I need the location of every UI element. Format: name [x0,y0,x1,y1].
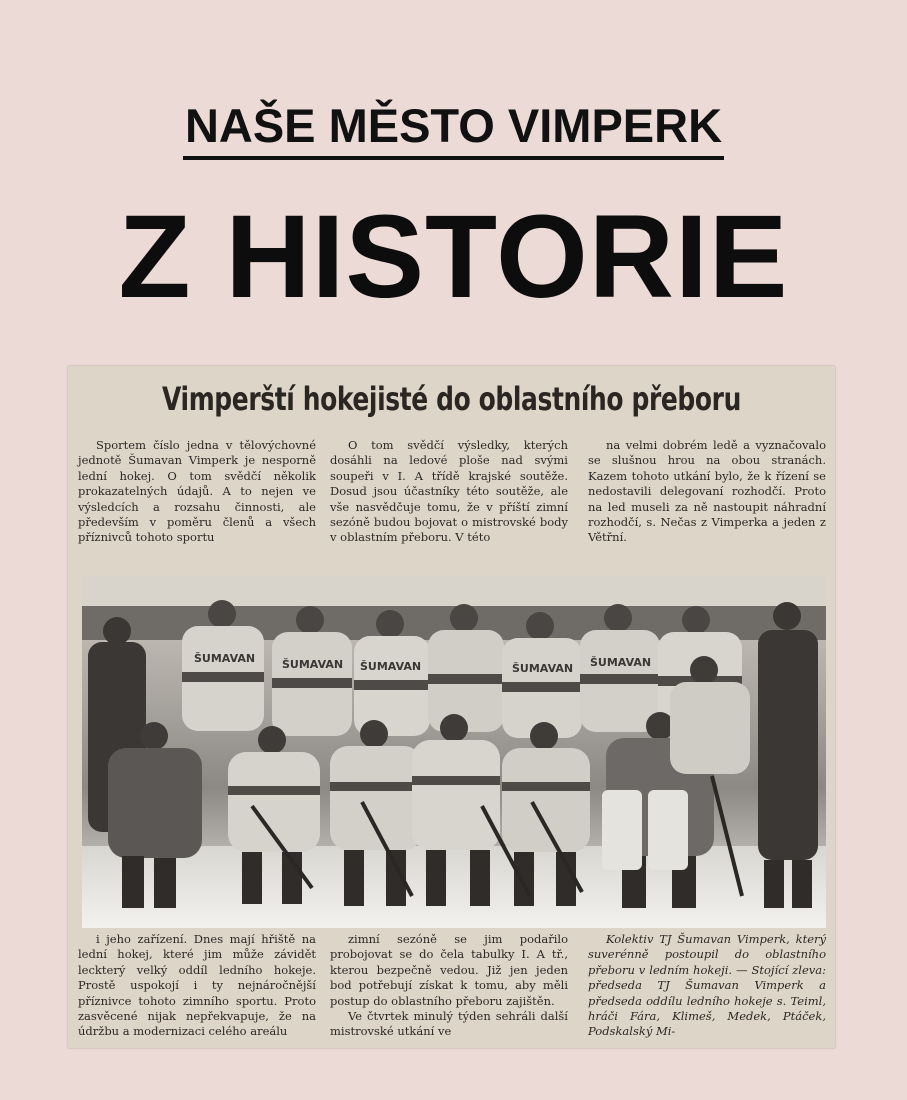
article-column-2b: zimní sezóně se jim podařilo probojovat se do čela tabulky I. A tř., kterou bezpečně vedou. Již jen jeden bod potřebují získat k tomu, aby měli postup do oblastního přeboru zajištěn. Ve čtvrtek minulý týden sehráli další mistrovské utkání ve [330,932,568,1039]
newspaper-clipping [68,366,835,1048]
history-heading: Z HISTORIE [118,191,789,323]
team-photo-image [82,576,826,928]
article-column-2: O tom svědčí výsledky, kterých dosáhli na ledové ploše nad svými soupeři v I. A třídě krajské soutěže. Dosud jsou účastníky této soutěže, ale vše nasvědčuje tomu, že v příští zimní sezóně budou bojovat o mistrovské body v oblastním přeboru. V této [330,438,568,545]
jersey-lettering: ŠUMAVAN [282,658,344,671]
article-column-2c: Ve čtvrtek minulý týden sehráli další mistrovské utkání ve [330,1009,568,1039]
article-columns-top [78,438,828,588]
jersey-lettering: ŠUMAVAN [194,652,256,665]
article-column-3: na velmi dobrém ledě a vyznačovalo se slušnou hrou na obou stranách. Kazem tohoto utkání bylo, že k řízení se nedostavili delegovaní rozhodčí. Proto na led museli za ně nastoupit náhradní rozhodčí, s. Nečas z Vimperka a jeden z Větřní. [588,438,826,545]
article-column-1: Sportem číslo jedna v tělovýchovné jednotě Šumavan Vimperk je nesporně lední hokej. O tom svědčí několik prokazatelných údajů. A to nejen ve výsledcích a rozsahu činnosti, ale především v poměru členů a všech příznivců tohoto sportu [78,438,316,545]
article-headline: Vimperští hokejisté do oblastního přeboru [162,380,741,418]
masthead-line [0,96,907,160]
town-heading: NAŠE MĚSTO VIMPERK [183,96,724,160]
jersey-lettering: ŠUMAVAN [512,662,574,675]
photo-caption: Kolektiv TJ Šumavan Vimperk, který suverénně postoupil do oblastního přeboru v ledním hokeji. — Stojící zleva: předseda TJ Šumavan Vimperk a předseda oddílu ledního hokeje s. Teiml, hráči Fára, Klimeš, Medek, Ptáček, Podskalský Mi- [588,932,826,1039]
article-column-1b: i jeho zařízení. Dnes mají hřiště na lední hokej, které jim může závidět leckterý velký oddíl ledního hokeje. Prostě uspokojí i ty nejnáročnější příznivce tohoto zimního sportu. Proto zasvěcené nijak nepřekvapuje, že na údržbu a modernizaci celého areálu [78,932,316,1039]
jersey-lettering: ŠUMAVAN [360,660,422,673]
team-photo [82,576,826,928]
article-columns-bottom [78,932,828,1048]
jersey-lettering: ŠUMAVAN [590,656,652,669]
